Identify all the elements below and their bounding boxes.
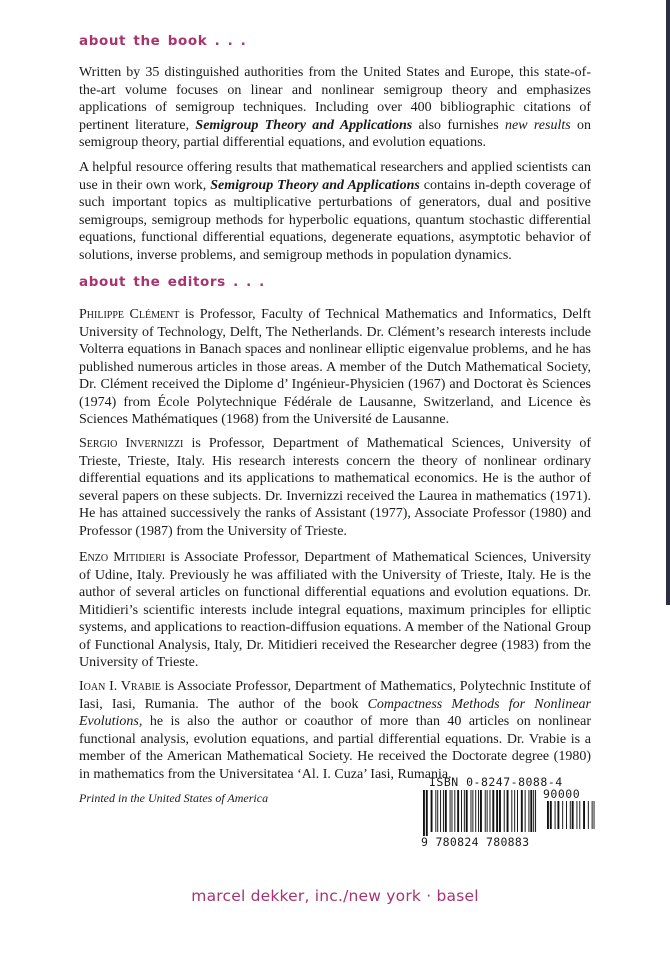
- barcode-bar: [454, 790, 455, 832]
- barcode-bar: [485, 790, 486, 832]
- editor-bio-clement: [79, 306, 591, 429]
- text-run: Written by 35 distinguished authorities from the United States and Europe, this state-of-the-art volume focuses on linear and nonlinear semigroup theory and emphasizes applications of semigroup techniques. Including over 400 bibliographic citations of pertinent literature,: [79, 65, 591, 133]
- editor-name: Sergio Invernizzi: [79, 436, 184, 451]
- barcode-bar: [464, 790, 465, 832]
- barcode-bar: [435, 790, 436, 832]
- addon-barcode: [545, 801, 599, 833]
- barcode-bar: [437, 790, 438, 832]
- editor-bio-text: is Professor, Department of Mathematical Sciences, University of Trieste, Trieste, Italy. His research interests concern the theory of nonlinear ordinary differential equations and its applications to mathematical economics. He is the author of several papers on these subjects. Dr. Invernizzi received the Laurea in mathematics (1971). He has attained successively the ranks of Assistant (1977), Associate Professor (1980) and Professor (1987) from the University of Trieste.: [79, 436, 591, 539]
- barcode-bar: [525, 790, 526, 832]
- emphasis-new-results: new results: [505, 117, 571, 133]
- barcode-bar: [471, 790, 472, 832]
- editor-bio-text: is Associate Professor, Department of Mathematical Sciences, University of Udine, Italy. Previously he was affiliated with the University of Trieste, Italy. He is the author of several articles on functional differential equations and evolution equations. Dr. Mitidieri’s scientific interests include integral equations, maximum principles for elliptic systems, and applications to reaction-diffusion equations. A member of the National Group of Functional Analysis, Italy, Dr. Mitidieri received the Researcher degree (1983) from the University of Trieste.: [79, 550, 592, 670]
- barcode-bar: [461, 790, 462, 832]
- barcode-bar: [570, 801, 571, 829]
- barcode-bar: [504, 790, 505, 832]
- editor-name: Enzo Mitidieri: [79, 550, 166, 565]
- isbn-number: ISBN 0-8247-8088-4: [429, 775, 563, 789]
- barcode-bar: [475, 790, 476, 832]
- price-code: 90000: [543, 787, 581, 801]
- barcode-bar: [576, 801, 577, 829]
- barcode-bar: [499, 790, 501, 832]
- barcode-bar: [478, 790, 479, 832]
- publisher-imprint: marcel dekker, inc./new york · basel: [191, 887, 479, 905]
- barcode-bar: [528, 790, 529, 832]
- barcode-bar: [443, 790, 444, 832]
- text-run: contains in-depth coverage of such important topics as multiplicative perturbations of generators, dual and positive semigroups, semigroup methods for hyperbolic equations, quantum stochastic differential equations, functional differential equations, degenerate equations, asymptotic behavior of solutions, inverse problems, and semigroup methods in population dynamics.: [79, 177, 591, 263]
- editor-bio-text: he is also the author or coauthor of more than 40 articles on nonlinear functional analysis, evolution equations, and partial differential equations. Dr. Vrabie is a member of the American Mathematical Society. He received the Doctorate degree (1980) in mathematics from the Universitatea ‘Al. I. Cuza’ Iasi, Rumania.: [79, 714, 591, 782]
- barcode-bar: [583, 801, 585, 829]
- barcode-block: [421, 775, 601, 875]
- printed-in-note: Printed in the United States of America: [79, 791, 269, 805]
- barcode-bar: [431, 790, 433, 832]
- barcode-bar: [490, 790, 491, 832]
- text-run: also furnishes: [412, 117, 505, 133]
- barcode-bar: [511, 790, 512, 832]
- barcode-bar: [466, 790, 468, 832]
- barcode-bar: [533, 790, 534, 832]
- barcode-bar: [592, 801, 593, 829]
- barcode-bar: [535, 790, 536, 832]
- barcode-bar: [594, 801, 595, 829]
- barcode-bar: [555, 801, 556, 829]
- barcode-bar: [588, 801, 589, 829]
- spine-edge-bar: [666, 0, 670, 605]
- editor-bio-vrabie: [79, 678, 591, 783]
- barcode-bar: [423, 790, 425, 836]
- barcode-bar: [514, 790, 515, 832]
- barcode-bar: [572, 801, 574, 829]
- text-run: A helpful resource offering results that mathematical researchers and applied scientists can use in their own work,: [79, 160, 591, 193]
- book-title: Compactness Methods for Nonlinear Evolutions,: [79, 696, 591, 729]
- book-description-paragraph-2: [79, 159, 591, 264]
- barcode-bar: [517, 790, 518, 832]
- book-description-paragraph-1: [79, 64, 591, 152]
- book-title: Semigroup Theory and Applications: [210, 177, 420, 193]
- editor-bio-mitidieri: [79, 549, 591, 672]
- barcode-bar: [579, 801, 580, 829]
- barcode-bar: [472, 790, 473, 832]
- editor-bio-invernizzi: [79, 435, 591, 540]
- barcode-bar: [492, 790, 494, 832]
- barcode-bar: [450, 790, 451, 832]
- ean-digits: 9 780824 780883: [421, 835, 530, 849]
- ean-barcode: [421, 790, 539, 836]
- barcode-bar: [521, 790, 523, 832]
- barcode-bar: [480, 790, 482, 832]
- barcode-bar: [550, 801, 552, 829]
- barcode-bar: [496, 790, 498, 832]
- barcode-bar: [530, 790, 532, 832]
- about-the-editors-heading: about the editors . . .: [79, 274, 265, 290]
- editor-name: Philippe Clément: [79, 307, 180, 322]
- barcode-bar: [426, 790, 428, 836]
- barcode-bar: [457, 790, 459, 832]
- barcode-bar: [547, 801, 549, 829]
- barcode-bar: [445, 790, 447, 832]
- editor-name: Ioan I. Vrabie: [79, 679, 161, 694]
- barcode-bar: [507, 790, 509, 832]
- book-title: Semigroup Theory and Applications: [195, 117, 413, 133]
- barcode-bar: [557, 801, 559, 829]
- barcode-bar: [562, 801, 563, 829]
- editor-bio-text: is Professor, Faculty of Technical Mathematics and Informatics, Delft University of Technology, Delft, The Netherlands. Dr. Clément’s research interests include Volterra equations in Banach spaces and nonlinear elliptic eigenvalue problems, and he has published numerous articles in those areas. A member of the Dutch Mathematical Society, Dr. Clément received the Diplome d’ Ingénieur-Physicien (1967) and Doctorat ès Sciences (1974) from École Polytechnique Fédérale de Lausanne, Switzerland, and Licence ès Sciences Mathématiques (1968) from the Université de Lausanne.: [79, 307, 591, 427]
- barcode-bar: [452, 790, 453, 832]
- editor-bio-text: is Associate Professor, Department of Mathematics, Polytechnic Institute of Iasi, Iasi, Rumania. The author of the book: [79, 679, 591, 712]
- barcode-bar: [487, 790, 488, 832]
- about-the-book-heading: about the book . . .: [79, 33, 247, 49]
- barcode-bar: [440, 790, 441, 832]
- barcode-bar: [566, 801, 567, 829]
- text-run: on semigroup theory, partial differential equations, and evolution equations.: [79, 117, 591, 150]
